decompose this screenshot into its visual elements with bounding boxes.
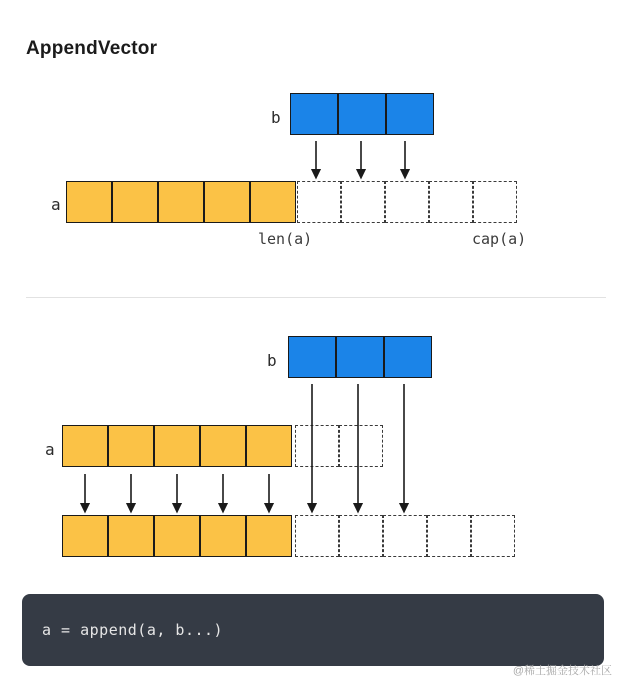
- watermark: @稀土掘金技术社区: [512, 665, 612, 677]
- bottom-result-filled-cell: [246, 515, 292, 557]
- bottom-result-empty-cell: [383, 515, 427, 557]
- top-a-empty-cell: [385, 181, 429, 223]
- bottom-a-filled-cell: [62, 425, 108, 467]
- bottom-result-empty-cell: [471, 515, 515, 557]
- code-text: a = append(a, b...): [42, 621, 224, 639]
- top-vector-b-label: b: [271, 108, 281, 127]
- top-b-cell: [290, 93, 338, 135]
- bottom-a-filled-cell: [200, 425, 246, 467]
- top-a-empty-cell: [341, 181, 385, 223]
- bottom-a-empty-cell: [339, 425, 383, 467]
- bottom-a-empty-cell: [295, 425, 339, 467]
- bottom-result-filled-cell: [200, 515, 246, 557]
- top-cap-label: cap(a): [472, 230, 527, 248]
- bottom-b-cell: [336, 336, 384, 378]
- bottom-vector-b-label: b: [267, 351, 277, 370]
- top-a-empty-cell: [429, 181, 473, 223]
- bottom-result-filled-cell: [108, 515, 154, 557]
- top-a-filled-cell: [204, 181, 250, 223]
- bottom-vector-a-label: a: [45, 440, 55, 459]
- top-b-cell: [338, 93, 386, 135]
- top-b-cell: [386, 93, 434, 135]
- top-a-filled-cell: [112, 181, 158, 223]
- bottom-a-filled-cell: [154, 425, 200, 467]
- bottom-result-filled-cell: [154, 515, 200, 557]
- bottom-b-cell: [384, 336, 432, 378]
- bottom-a-filled-cell: [246, 425, 292, 467]
- bottom-result-filled-cell: [62, 515, 108, 557]
- bottom-b-cell: [288, 336, 336, 378]
- top-len-label: len(a): [258, 230, 313, 248]
- bottom-result-empty-cell: [427, 515, 471, 557]
- top-vector-a-label: a: [51, 195, 61, 214]
- bottom-a-filled-cell: [108, 425, 154, 467]
- bottom-result-empty-cell: [295, 515, 339, 557]
- top-a-empty-cell: [297, 181, 341, 223]
- page-title: AppendVector: [26, 38, 158, 59]
- top-a-filled-cell: [158, 181, 204, 223]
- bottom-result-empty-cell: [339, 515, 383, 557]
- top-a-empty-cell: [473, 181, 517, 223]
- top-a-filled-cell: [250, 181, 296, 223]
- top-a-filled-cell: [66, 181, 112, 223]
- section-divider: [26, 297, 606, 298]
